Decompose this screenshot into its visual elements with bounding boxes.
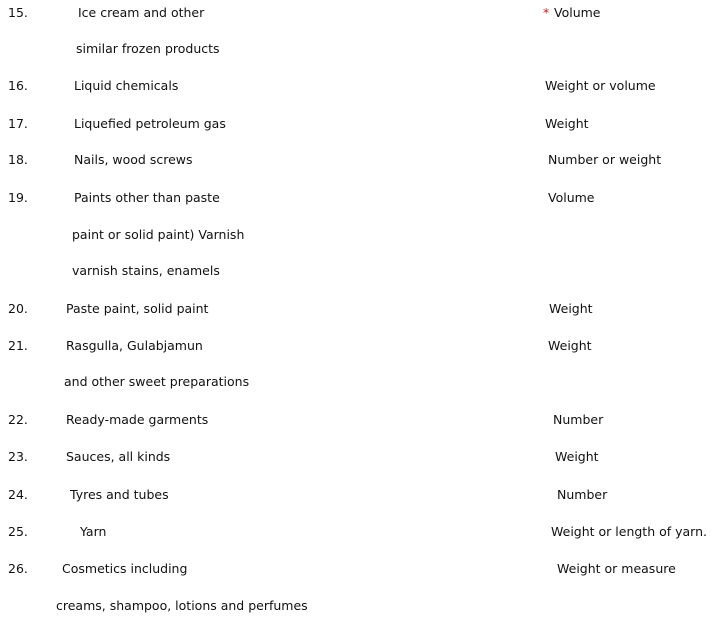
item-basis: Number (557, 487, 608, 502)
item-number: 19. (8, 190, 28, 205)
item-basis: Weight or volume (545, 78, 656, 93)
item-number: 25. (8, 524, 28, 539)
item-description-line: Rasgulla, Gulabjamun (66, 338, 203, 353)
item-number: 24. (8, 487, 28, 502)
item-number: 16. (8, 78, 28, 93)
item-number: 23. (8, 449, 28, 464)
item-basis: Weight or length of yarn. (551, 524, 707, 539)
item-description-line: Yarn (80, 524, 107, 539)
item-description-line: Nails, wood screws (74, 152, 193, 167)
item-number: 22. (8, 412, 28, 427)
item-description-line: Ready-made garments (66, 412, 209, 427)
item-basis: Weight (555, 449, 599, 464)
item-basis: Weight or measure (557, 561, 676, 576)
item-basis: Weight (549, 301, 593, 316)
item-basis: Weight (545, 116, 589, 131)
item-description-line: Paste paint, solid paint (66, 301, 209, 316)
item-description-line: Tyres and tubes (70, 487, 169, 502)
item-number: 26. (8, 561, 28, 576)
item-description-line: Ice cream and other (78, 5, 205, 20)
asterisk-mark: * (543, 5, 550, 20)
item-basis: Volume (554, 5, 601, 20)
item-description-line: Sauces, all kinds (66, 449, 171, 464)
item-description-line: Paints other than paste (74, 190, 220, 205)
item-description-line: Liquid chemicals (74, 78, 179, 93)
item-description-line: and other sweet preparations (64, 374, 250, 389)
item-description-line: varnish stains, enamels (72, 263, 220, 278)
item-description-line: paint or solid paint) Varnish (72, 227, 245, 242)
item-basis: Weight (548, 338, 592, 353)
item-number: 18. (8, 152, 28, 167)
item-basis: Number or weight (548, 152, 662, 167)
item-number: 21. (8, 338, 28, 353)
item-basis: Volume (548, 190, 595, 205)
item-basis: Number (553, 412, 604, 427)
item-description-line: Cosmetics including (62, 561, 188, 576)
item-description-line: creams, shampoo, lotions and perfumes (56, 598, 308, 613)
item-number: 15. (8, 5, 28, 20)
item-number: 17. (8, 116, 28, 131)
item-number: 20. (8, 301, 28, 316)
item-description-line: Liquefied petroleum gas (74, 116, 226, 131)
item-description-line: similar frozen products (76, 41, 220, 56)
